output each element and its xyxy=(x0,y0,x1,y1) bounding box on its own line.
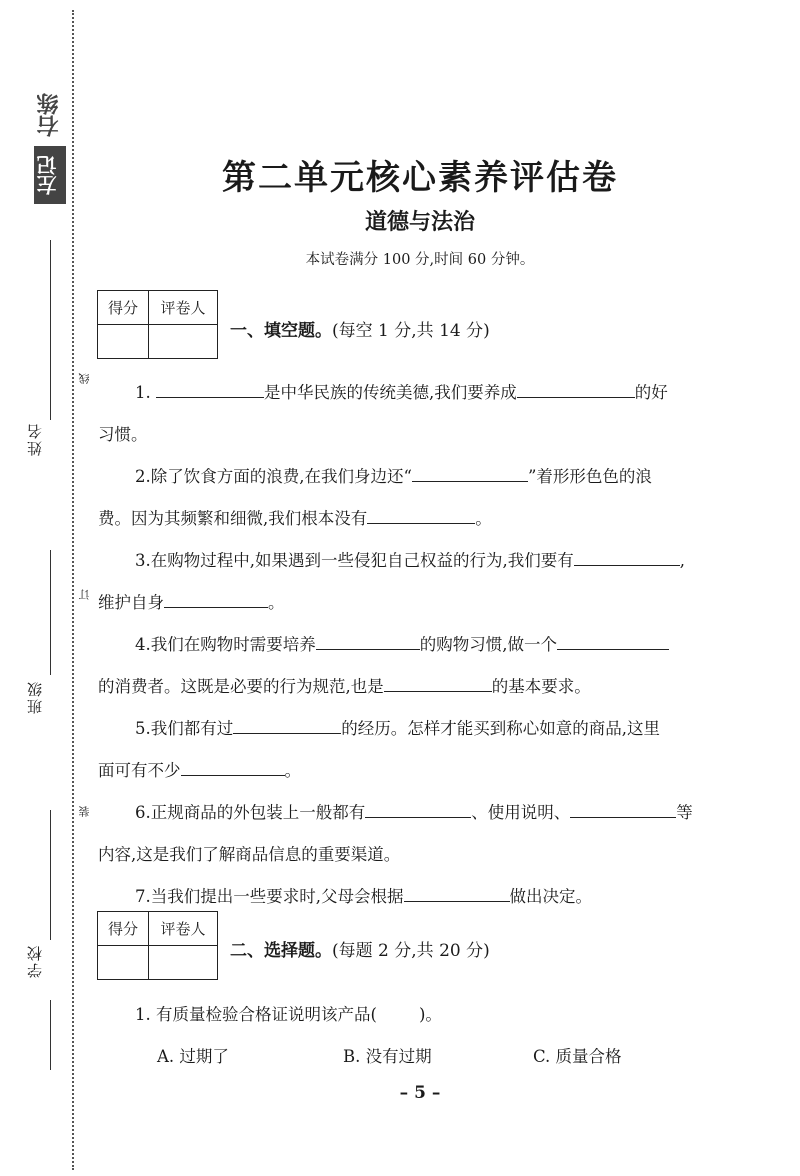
exam-note: 本试卷满分 100 分,时间 60 分钟。 xyxy=(305,252,535,268)
section2-title: 二、选择题。 xyxy=(230,941,332,961)
question-5-cont: 面可有不少 。 xyxy=(98,750,742,792)
question-6: 6.正规商品的外包装上一般都有 、使用说明、 等 xyxy=(98,792,742,834)
option-b[interactable]: B. 没有过期 xyxy=(343,1047,432,1066)
s2-q1-stem: 1. 有质量检验合格证说明该产品( xyxy=(135,1005,377,1024)
score-table-1 xyxy=(97,290,218,359)
grader-header: 评卷人 xyxy=(149,291,218,325)
question-2-cont: 费。因为其频繁和细微,我们根本没有 。 xyxy=(98,498,742,540)
brand-box-left xyxy=(34,146,66,204)
exam-title: 第二单元核心素养评估卷 xyxy=(222,158,618,198)
q2-blank-2[interactable] xyxy=(367,505,475,524)
question-3-cont: 维护自身 。 xyxy=(98,582,742,624)
score-cell[interactable] xyxy=(98,325,149,359)
q1-blank-2[interactable] xyxy=(517,379,635,398)
question-4-cont: 的消费者。这既是必要的行为规范,也是 的基本要求。 xyxy=(98,666,742,708)
cut-mark-xian: 线 xyxy=(78,373,91,384)
school-line-lower xyxy=(50,1000,51,1070)
q5-blank-2[interactable] xyxy=(181,757,285,776)
q6-blank-1[interactable] xyxy=(365,799,471,818)
cut-mark-ding: 订 xyxy=(78,589,91,600)
grader-cell[interactable] xyxy=(149,946,218,980)
score-table-2 xyxy=(97,911,218,980)
q2-blank-1[interactable] xyxy=(412,463,528,482)
q4-blank-1[interactable] xyxy=(316,631,420,650)
brand-text-left: 左记 xyxy=(36,155,60,195)
q4-blank-2[interactable] xyxy=(557,631,669,650)
q6-blank-2[interactable] xyxy=(570,799,676,818)
q3-blank-2[interactable] xyxy=(164,589,268,608)
option-a[interactable]: A. 过期了 xyxy=(157,1047,229,1066)
question-4: 4.我们在购物时需要培养 的购物习惯,做一个 xyxy=(98,624,742,666)
section2-heading xyxy=(230,936,490,961)
class-label: 班级 xyxy=(26,680,44,714)
question-7: 7.当我们提出一些要求时,父母会根据 做出决定。 xyxy=(98,876,742,918)
brand-logo xyxy=(34,86,66,216)
question-3: 3.在购物过程中,如果遇到一些侵犯自己权益的行为,我们要有 , xyxy=(98,540,742,582)
option-c[interactable]: C. 质量合格 xyxy=(533,1047,622,1066)
school-label: 学校 xyxy=(26,944,44,978)
q3-blank-1[interactable] xyxy=(574,547,680,566)
school-line xyxy=(50,810,51,940)
section1-heading xyxy=(230,316,490,341)
name-line xyxy=(50,240,51,420)
q7-blank-1[interactable] xyxy=(404,883,510,902)
q4-blank-3[interactable] xyxy=(384,673,492,692)
q5-blank-1[interactable] xyxy=(233,715,341,734)
cut-mark-zhuang: 装 xyxy=(78,806,91,817)
class-line xyxy=(50,550,51,675)
exam-subject: 道德与法治 xyxy=(364,210,475,235)
section1-points: (每空 1 分,共 14 分) xyxy=(332,321,490,341)
binding-dotted-line xyxy=(72,10,74,1170)
question-1: 1. 是中华民族的传统美德,我们要养成 的好 xyxy=(98,372,742,414)
section2-points: (每题 2 分,共 20 分) xyxy=(332,941,490,961)
name-label: 姓名 xyxy=(26,422,44,456)
question-1-cont: 习惯。 xyxy=(98,425,148,444)
section2-question-1: 1. 有质量检验合格证说明该产品( )。 xyxy=(135,1005,442,1024)
score-header: 得分 xyxy=(98,291,149,325)
brand-text-right: 右练 xyxy=(37,93,62,137)
section1-questions xyxy=(98,372,742,918)
q1-blank-1[interactable] xyxy=(156,379,264,398)
grader-cell[interactable] xyxy=(149,325,218,359)
score-header: 得分 xyxy=(98,912,149,946)
page-number: – 5 – xyxy=(399,1083,441,1103)
grader-header: 评卷人 xyxy=(149,912,218,946)
question-6-cont: 内容,这是我们了解商品信息的重要渠道。 xyxy=(98,845,401,864)
section1-title: 一、填空题。 xyxy=(230,321,332,341)
question-2: 2.除了饮食方面的浪费,在我们身边还“ ”着形形色色的浪 xyxy=(98,456,742,498)
score-cell[interactable] xyxy=(98,946,149,980)
question-5: 5.我们都有过 的经历。怎样才能买到称心如意的商品,这里 xyxy=(98,708,742,750)
